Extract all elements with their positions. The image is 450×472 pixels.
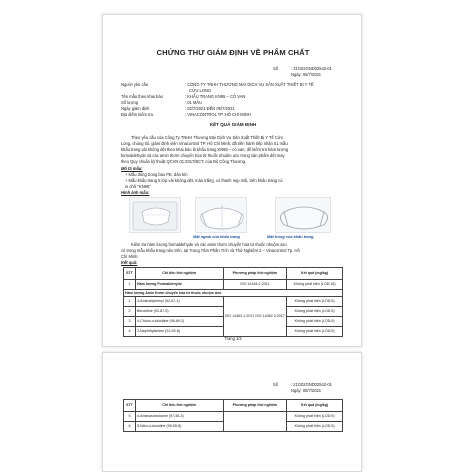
certificate-number-label: Số xyxy=(273,66,279,71)
field-value-inspection-date: : 02/7/2021 ĐẾN 05/7/2021 xyxy=(185,106,235,111)
intro-line-3: khẩu trang vải không dệt theo khai báo là khẩu trang KN95 – cỏ van, để kiểm tra hàm lượng xyxy=(121,147,289,152)
test-line-1: Kiểm tra hàm lượng formaldehyde và các amin thơm chuyển hóa từ thuốc nhuộm azo xyxy=(131,242,287,247)
sample-photo-label: Hình ảnh mẫu: xyxy=(121,190,150,195)
header-stt: STT xyxy=(124,400,136,412)
row-stt: 3 xyxy=(124,317,136,327)
sample-description-line-3: in chữ "KN95" xyxy=(125,184,151,189)
field-value-quantity: : 01 MẪU xyxy=(185,100,203,105)
packaged-mask-photo xyxy=(129,197,181,233)
certificate-number: : 21G02GND02542-01 xyxy=(291,66,332,71)
header-test-item: Chỉ tiêu thử nghiệm xyxy=(135,268,223,280)
result-heading: KẾT QUẢ GIÁM ĐỊNH xyxy=(209,122,257,127)
header-stt: STT xyxy=(124,268,136,280)
mask-inner-photo xyxy=(275,197,331,233)
test-line-3: Chí Minh. xyxy=(121,254,139,259)
mask-inner-image xyxy=(276,198,332,234)
header-result: Kết quả (mg/kg) xyxy=(287,268,343,280)
table-row xyxy=(124,412,343,422)
certificate-date: Ngày: 05/7/2021 xyxy=(291,72,322,77)
header-method: Phương pháp thử nghiệm xyxy=(223,268,287,280)
row-stt: 6 xyxy=(124,422,136,432)
row-test-item: 4-Aminobiphenyl (92-67-1) xyxy=(135,297,223,307)
sample-description-label: Mô tả mẫu: xyxy=(121,166,143,171)
mask-front-image xyxy=(196,198,248,234)
intro-line-2: Long, chúng tôi, giám định viên Vinacontrol TP. Hồ Chí Minh, đã tiến hành tiếp nhận 01 mẫu xyxy=(121,141,288,146)
field-label-location: Địa điểm kiểm tra xyxy=(121,112,153,117)
row-stt: 2 xyxy=(124,307,136,317)
field-value-sample-name: : KHẨU TRANG KN95 – CỎ VAN xyxy=(185,94,246,99)
packaged-mask-image xyxy=(130,198,182,234)
row-result: Không phát hiện (LOD:16) xyxy=(287,280,343,290)
row-method xyxy=(223,412,287,432)
row-result: Không phát hiện (LOD:5) xyxy=(287,317,343,327)
row-stt: 5 xyxy=(124,412,136,422)
intro-line-4: formaldehyde và các amin thơm chuyển hóa từ thuốc nhuộm azo trong sản phẩm dệt may xyxy=(121,153,285,158)
results-table-continued xyxy=(123,399,343,432)
caption-mask-front: Mặt ngoài của khẩu trang xyxy=(193,234,240,239)
sample-description-line-1: + Mẫu đóng trong bao PE, dán kín xyxy=(125,172,188,177)
certificate-number-label: Số xyxy=(273,382,279,387)
row-stt: 1 xyxy=(124,297,136,307)
table-section-row xyxy=(124,290,343,297)
field-label-sample-name: Tên mẫu theo khai báo xyxy=(121,94,163,99)
section-label: Hàm lượng Amin thơm chuyển hóa từ thuốc nhuộm Azo xyxy=(124,290,343,297)
row-test-item: Hàm lượng Formaldehyde xyxy=(135,280,223,290)
results-label: Kết quả: xyxy=(121,260,138,265)
test-line-2: có trong mẫu khẩu trang nêu trên, tại Trung Tâm Phân Tích và Thử Nghiệm 2 – Vinacontrol Tp. Hồ xyxy=(121,248,300,253)
header-test-item: Chỉ tiêu thử nghiệm xyxy=(135,400,223,412)
row-result: Không phát hiện (LOD:5) xyxy=(287,297,343,307)
field-label-requester: Người yêu cầu xyxy=(121,82,149,87)
row-test-item: 5-Nitro-o-toluidine (99-55-8) xyxy=(135,422,223,432)
row-result: Không phát hiện (LOD:5) xyxy=(287,307,343,317)
page-number: Trang 1/2 xyxy=(224,336,242,341)
row-stt: 1 xyxy=(124,280,136,290)
row-method: ISO 14362-1:2017 ISO 14362-3:2017 xyxy=(223,297,287,337)
caption-mask-inner: Mặt trong của khẩu trang xyxy=(267,234,314,239)
intro-line-1: Theo yêu cầu của Công Ty TNHH Thương Mại Dịch Vụ Sản Xuất Thiết Bị Y Tế Cửu xyxy=(131,135,283,140)
field-value-requester-line2: CỬU LONG xyxy=(189,88,212,93)
certificate-title: CHỨNG THƯ GIÁM ĐỊNH VỀ PHẨM CHẤT xyxy=(156,48,310,57)
certificate-number: : 21G02GND02542-01 xyxy=(291,382,332,387)
field-label-quantity: Số lượng xyxy=(121,100,139,105)
field-value-location: : VINACONTROL TP. HỒ CHÍ MINH xyxy=(185,112,251,117)
certificate-date: Ngày: 05/7/2021 xyxy=(291,388,322,393)
row-test-item: o-Aminoazotoluene (97-56-3) xyxy=(135,412,223,422)
table-row xyxy=(124,297,343,307)
row-stt: 4 xyxy=(124,327,136,337)
document-page-2 xyxy=(102,352,362,472)
sample-description-line-2: + Mẫu khẩu trang 5 lớp vải không dệt, màu trắng, có thanh nẹp mũi, trên khẩu trang có xyxy=(125,178,283,183)
header-method: Phương pháp thử nghiệm xyxy=(223,400,287,412)
field-value-requester: : CÔNG TY TNHH THƯƠNG MẠI DỊCH VỤ SẢN XUẤT THIẾT BỊ Y TẾ xyxy=(185,82,314,87)
results-table-header xyxy=(124,268,343,280)
row-test-item: 4-Chloro-o-toluidine (95-69-2) xyxy=(135,317,223,327)
field-label-inspection-date: Ngày giám định xyxy=(121,106,150,111)
results-table-header xyxy=(124,400,343,412)
table-row xyxy=(124,280,343,290)
header-result: Kết quả (mg/kg) xyxy=(287,400,343,412)
row-test-item: 2-Naphthylamine (91-59-8) xyxy=(135,327,223,337)
document-page-1 xyxy=(102,14,362,347)
results-table xyxy=(123,267,343,337)
row-method: ISO 14184-1:2011 xyxy=(223,280,287,290)
row-test-item: Benzidine (92-87-5) xyxy=(135,307,223,317)
mask-front-photo xyxy=(195,197,247,233)
row-result: Không phát hiện (LOD:5) xyxy=(287,422,343,432)
row-result: Không phát hiện (LOD:5) xyxy=(287,412,343,422)
intro-line-5: theo Quy chuẩn kỹ thuật QCVN 01:2017/BCT, của Bộ Công Thương. xyxy=(121,159,247,164)
row-result: Không phát hiện (LOD:5) xyxy=(287,327,343,337)
